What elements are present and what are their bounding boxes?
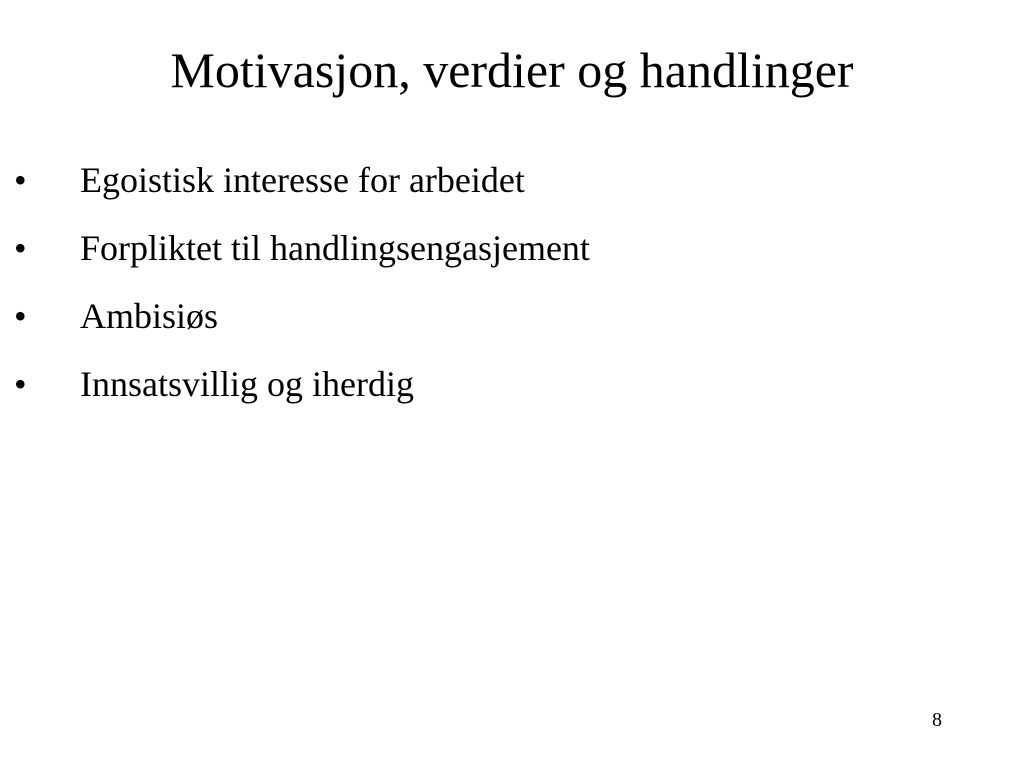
slide-title: Motivasjon, verdier og handlinger <box>170 42 854 98</box>
bullet-point-icon: • <box>14 160 27 200</box>
slide-page-number: 8 <box>932 709 942 731</box>
bullet-point-icon: • <box>14 228 27 268</box>
bullet-item-2 <box>0 216 1000 284</box>
bullet-text: Forpliktet til handlingsengasjement <box>80 228 590 268</box>
bullet-text: Ambisiøs <box>80 296 219 336</box>
bullet-item-1 <box>0 148 1000 216</box>
bullet-text: Egoistisk interesse for arbeidet <box>80 160 525 200</box>
bullet-item-4 <box>0 352 1000 420</box>
bullet-text: Innsatsvillig og iherdig <box>80 364 414 404</box>
bullet-list <box>0 148 1000 420</box>
bullet-point-icon: • <box>14 296 27 336</box>
bullet-point-icon: • <box>14 364 27 404</box>
bullet-item-3 <box>0 284 1000 352</box>
